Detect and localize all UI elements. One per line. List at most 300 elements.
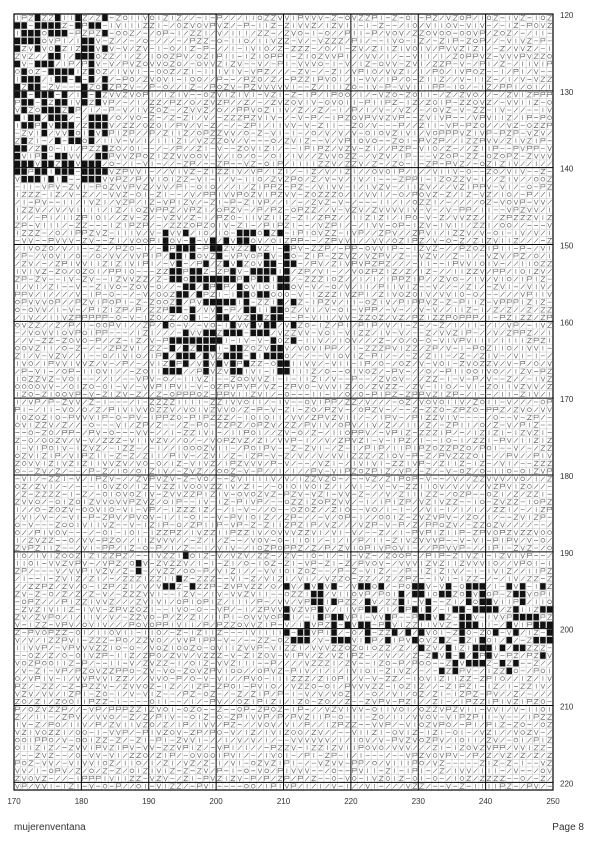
- circle-stitch-symbol: [123, 31, 127, 35]
- circle-stitch-symbol: [272, 684, 276, 688]
- dark-stitch-cell: [136, 560, 142, 566]
- circle-stitch-symbol: [292, 101, 296, 105]
- circle-stitch-symbol: [251, 254, 255, 258]
- dark-stitch-cell: [203, 260, 209, 266]
- dark-stitch-cell: [75, 22, 81, 28]
- dark-stitch-cell: [217, 299, 223, 305]
- circle-stitch-symbol: [433, 101, 437, 105]
- circle-stitch-symbol: [76, 654, 80, 658]
- circle-stitch-symbol: [393, 223, 397, 227]
- dark-stitch-cell: [197, 291, 203, 297]
- circle-stitch-symbol: [251, 431, 255, 435]
- dark-stitch-cell: [35, 15, 41, 21]
- circle-stitch-symbol: [332, 777, 336, 781]
- dark-stitch-cell: [291, 322, 297, 328]
- circle-stitch-symbol: [110, 500, 114, 504]
- dark-stitch-cell: [55, 45, 61, 51]
- circle-stitch-symbol: [16, 531, 20, 535]
- circle-stitch-symbol: [197, 392, 201, 396]
- dark-stitch-cell: [459, 629, 465, 635]
- circle-stitch-symbol: [231, 408, 235, 412]
- circle-stitch-symbol: [150, 615, 154, 619]
- circle-stitch-symbol: [69, 385, 73, 389]
- circle-stitch-symbol: [22, 416, 26, 420]
- circle-stitch-symbol: [447, 385, 451, 389]
- dark-stitch-cell: [42, 99, 48, 105]
- dark-stitch-cell: [190, 276, 196, 282]
- circle-stitch-symbol: [231, 216, 235, 220]
- circle-stitch-symbol: [110, 431, 114, 435]
- circle-stitch-symbol: [197, 185, 201, 189]
- dark-stitch-cell: [183, 353, 189, 359]
- circle-stitch-symbol: [76, 254, 80, 258]
- circle-stitch-symbol: [312, 54, 316, 58]
- circle-stitch-symbol: [170, 731, 174, 735]
- circle-stitch-symbol: [534, 262, 538, 266]
- circle-stitch-symbol: [197, 485, 201, 489]
- dark-stitch-cell: [21, 30, 27, 36]
- dark-stitch-cell: [466, 660, 472, 666]
- circle-stitch-symbol: [487, 154, 491, 158]
- dark-stitch-cell: [392, 629, 398, 635]
- circle-stitch-symbol: [494, 531, 498, 535]
- dark-stitch-cell: [284, 360, 290, 366]
- dark-stitch-cell: [210, 330, 216, 336]
- dark-stitch-cell: [21, 138, 27, 144]
- dark-stitch-cell: [42, 153, 48, 159]
- circle-stitch-symbol: [534, 254, 538, 258]
- circle-stitch-symbol: [494, 231, 498, 235]
- circle-stitch-symbol: [90, 669, 94, 673]
- circle-stitch-symbol: [420, 738, 424, 742]
- dark-stitch-cell: [95, 176, 101, 182]
- circle-stitch-symbol: [56, 723, 60, 727]
- circle-stitch-symbol: [96, 54, 100, 58]
- dark-stitch-cell: [15, 114, 21, 120]
- circle-stitch-symbol: [123, 469, 127, 473]
- circle-stitch-symbol: [150, 700, 154, 704]
- circle-stitch-symbol: [130, 246, 134, 250]
- circle-stitch-symbol: [103, 492, 107, 496]
- dark-stitch-cell: [446, 652, 452, 658]
- row-number-labels: [560, 11, 574, 849]
- dark-stitch-cell: [183, 330, 189, 336]
- dark-stitch-cell: [203, 276, 209, 282]
- circle-stitch-symbol: [110, 715, 114, 719]
- circle-stitch-symbol: [272, 154, 276, 158]
- dark-stitch-cell: [271, 260, 277, 266]
- dark-stitch-cell: [21, 168, 27, 174]
- circle-stitch-symbol: [238, 492, 242, 496]
- circle-stitch-symbol: [400, 139, 404, 143]
- circle-stitch-symbol: [467, 170, 471, 174]
- circle-stitch-symbol: [29, 308, 33, 312]
- circle-stitch-symbol: [494, 385, 498, 389]
- circle-stitch-symbol: [224, 469, 228, 473]
- circle-stitch-symbol: [238, 377, 242, 381]
- dark-stitch-cell: [506, 637, 512, 643]
- dark-stitch-cell: [170, 345, 176, 351]
- circle-stitch-symbol: [184, 316, 188, 320]
- circle-stitch-symbol: [433, 485, 437, 489]
- dark-stitch-cell: [15, 145, 21, 151]
- circle-stitch-symbol: [292, 208, 296, 212]
- circle-stitch-symbol: [528, 85, 532, 89]
- dark-stitch-cell: [237, 237, 243, 243]
- circle-stitch-symbol: [453, 731, 457, 735]
- circle-stitch-symbol: [487, 16, 491, 20]
- dark-stitch-cell: [55, 30, 61, 36]
- circle-stitch-symbol: [541, 177, 545, 181]
- circle-stitch-symbol: [413, 24, 417, 28]
- circle-stitch-symbol: [211, 385, 215, 389]
- circle-stitch-symbol: [272, 362, 276, 366]
- dark-stitch-cell: [513, 645, 519, 651]
- circle-stitch-symbol: [501, 154, 505, 158]
- circle-stitch-symbol: [157, 70, 161, 74]
- dark-stitch-cell: [55, 76, 61, 82]
- circle-stitch-symbol: [157, 654, 161, 658]
- circle-stitch-symbol: [319, 500, 323, 504]
- dark-stitch-cell: [210, 299, 216, 305]
- circle-stitch-symbol: [278, 293, 282, 297]
- circle-stitch-symbol: [460, 469, 464, 473]
- dark-stitch-cell: [257, 276, 263, 282]
- circle-stitch-symbol: [480, 124, 484, 128]
- dark-stitch-cell: [197, 345, 203, 351]
- circle-stitch-symbol: [16, 738, 20, 742]
- dark-stitch-cell: [136, 568, 142, 574]
- dark-stitch-cell: [547, 637, 553, 643]
- circle-stitch-symbol: [521, 723, 525, 727]
- dark-stitch-cell: [318, 614, 324, 620]
- circle-stitch-symbol: [49, 147, 53, 151]
- circle-stitch-symbol: [346, 577, 350, 581]
- dark-stitch-cell: [82, 161, 88, 167]
- circle-stitch-symbol: [36, 500, 40, 504]
- dark-stitch-cell: [473, 645, 479, 651]
- circle-stitch-symbol: [137, 239, 141, 243]
- circle-stitch-symbol: [157, 54, 161, 58]
- circle-stitch-symbol: [144, 515, 148, 519]
- circle-stitch-symbol: [144, 546, 148, 550]
- column-label: 180: [74, 797, 89, 806]
- circle-stitch-symbol: [29, 431, 33, 435]
- circle-stitch-symbol: [16, 677, 20, 681]
- circle-stitch-symbol: [346, 392, 350, 396]
- dark-stitch-cell: [244, 276, 250, 282]
- dark-stitch-cell: [419, 591, 425, 597]
- dark-stitch-cell: [466, 622, 472, 628]
- circle-stitch-symbol: [137, 623, 141, 627]
- dark-stitch-cell: [358, 583, 364, 589]
- circle-stitch-symbol: [42, 31, 46, 35]
- circle-stitch-symbol: [96, 70, 100, 74]
- circle-stitch-symbol: [366, 369, 370, 373]
- dark-stitch-cell: [89, 45, 95, 51]
- dark-stitch-cell: [35, 84, 41, 90]
- dark-stitch-cell: [42, 61, 48, 67]
- dark-stitch-cell: [190, 268, 196, 274]
- dark-stitch-cell: [284, 606, 290, 612]
- circle-stitch-symbol: [393, 554, 397, 558]
- circle-stitch-symbol: [440, 408, 444, 412]
- circle-stitch-symbol: [373, 139, 377, 143]
- circle-stitch-symbol: [433, 131, 437, 135]
- circle-stitch-symbol: [534, 362, 538, 366]
- dark-stitch-cell: [257, 291, 263, 297]
- circle-stitch-symbol: [63, 331, 67, 335]
- circle-stitch-symbol: [272, 293, 276, 297]
- circle-stitch-symbol: [393, 31, 397, 35]
- circle-stitch-symbol: [63, 369, 67, 373]
- circle-stitch-symbol: [265, 285, 269, 289]
- dark-stitch-cell: [426, 614, 432, 620]
- circle-stitch-symbol: [29, 385, 33, 389]
- circle-stitch-symbol: [110, 300, 114, 304]
- dark-stitch-cell: [419, 583, 425, 589]
- dark-stitch-cell: [89, 76, 95, 82]
- circle-stitch-symbol: [16, 485, 20, 489]
- dark-stitch-cell: [331, 599, 337, 605]
- circle-stitch-symbol: [204, 477, 208, 481]
- circle-stitch-symbol: [238, 707, 242, 711]
- circle-stitch-symbol: [433, 592, 437, 596]
- circle-stitch-symbol: [420, 761, 424, 765]
- dark-stitch-cell: [230, 299, 236, 305]
- dark-stitch-cell: [176, 368, 182, 374]
- circle-stitch-symbol: [22, 385, 26, 389]
- circle-stitch-symbol: [305, 323, 309, 327]
- circle-stitch-symbol: [541, 538, 545, 542]
- circle-stitch-symbol: [332, 677, 336, 681]
- dark-stitch-cell: [237, 291, 243, 297]
- dark-stitch-cell: [466, 599, 472, 605]
- circle-stitch-symbol: [440, 31, 444, 35]
- circle-stitch-symbol: [69, 339, 73, 343]
- circle-stitch-symbol: [83, 408, 87, 412]
- dark-stitch-cell: [203, 345, 209, 351]
- dark-stitch-cell: [102, 145, 108, 151]
- circle-stitch-symbol: [541, 669, 545, 673]
- dark-stitch-cell: [284, 583, 290, 589]
- circle-stitch-symbol: [103, 185, 107, 189]
- circle-stitch-symbol: [440, 70, 444, 74]
- circle-stitch-symbol: [474, 362, 478, 366]
- circle-stitch-symbol: [265, 723, 269, 727]
- dark-stitch-cell: [230, 345, 236, 351]
- circle-stitch-symbol: [56, 416, 60, 420]
- pattern-name: mujerenventana: [14, 822, 86, 833]
- circle-stitch-symbol: [541, 769, 545, 773]
- circle-stitch-symbol: [467, 369, 471, 373]
- circle-stitch-symbol: [474, 454, 478, 458]
- circle-stitch-symbol: [272, 707, 276, 711]
- dark-stitch-cell: [271, 337, 277, 343]
- circle-stitch-symbol: [541, 700, 545, 704]
- dark-stitch-cell: [277, 345, 283, 351]
- dark-stitch-cell: [55, 68, 61, 74]
- circle-stitch-symbol: [177, 523, 181, 527]
- circle-stitch-symbol: [332, 769, 336, 773]
- dark-stitch-cell: [89, 176, 95, 182]
- circle-stitch-symbol: [292, 508, 296, 512]
- circle-stitch-symbol: [251, 154, 255, 158]
- dark-stitch-cell: [466, 583, 472, 589]
- circle-stitch-symbol: [480, 346, 484, 350]
- dark-stitch-cell: [82, 91, 88, 97]
- circle-stitch-symbol: [298, 31, 302, 35]
- circle-stitch-symbol: [197, 608, 201, 612]
- dark-stitch-cell: [89, 161, 95, 167]
- page-number: Page 8: [552, 822, 584, 833]
- circle-stitch-symbol: [474, 101, 478, 105]
- circle-stitch-symbol: [433, 777, 437, 781]
- dark-stitch-cell: [230, 322, 236, 328]
- circle-stitch-symbol: [272, 508, 276, 512]
- dark-stitch-cell: [446, 583, 452, 589]
- dark-stitch-cell: [170, 276, 176, 282]
- dark-stitch-cell: [338, 637, 344, 643]
- circle-stitch-symbol: [56, 392, 60, 396]
- circle-stitch-symbol: [191, 554, 195, 558]
- dark-stitch-cell: [15, 168, 21, 174]
- circle-stitch-symbol: [521, 731, 525, 735]
- circle-stitch-symbol: [346, 93, 350, 97]
- circle-stitch-symbol: [83, 731, 87, 735]
- dark-stitch-cell: [28, 122, 34, 128]
- dark-stitch-cell: [95, 122, 101, 128]
- dark-stitch-cell: [210, 276, 216, 282]
- circle-stitch-symbol: [197, 24, 201, 28]
- circle-stitch-symbol: [117, 147, 121, 151]
- circle-stitch-symbol: [110, 293, 114, 297]
- dark-stitch-cell: [459, 622, 465, 628]
- dark-stitch-cell: [318, 599, 324, 605]
- dark-stitch-cell: [170, 368, 176, 374]
- circle-stitch-symbol: [197, 154, 201, 158]
- dark-stitch-cell: [399, 606, 405, 612]
- circle-stitch-symbol: [312, 554, 316, 558]
- dark-stitch-cell: [163, 237, 169, 243]
- circle-stitch-symbol: [96, 85, 100, 89]
- dark-stitch-cell: [419, 629, 425, 635]
- dark-stitch-cell: [459, 637, 465, 643]
- circle-stitch-symbol: [548, 546, 552, 550]
- circle-stitch-symbol: [332, 77, 336, 81]
- circle-stitch-symbol: [420, 193, 424, 197]
- dark-stitch-cell: [446, 645, 452, 651]
- circle-stitch-symbol: [90, 508, 94, 512]
- circle-stitch-symbol: [231, 669, 235, 673]
- circle-stitch-symbol: [224, 139, 228, 143]
- circle-stitch-symbol: [42, 631, 46, 635]
- circle-stitch-symbol: [49, 431, 53, 435]
- circle-stitch-symbol: [359, 385, 363, 389]
- circle-stitch-symbol: [453, 316, 457, 320]
- dark-stitch-cell: [203, 368, 209, 374]
- circle-stitch-symbol: [339, 193, 343, 197]
- circle-stitch-symbol: [272, 585, 276, 589]
- dark-stitch-cell: [547, 622, 553, 628]
- dark-stitch-cell: [190, 245, 196, 251]
- circle-stitch-symbol: [379, 131, 383, 135]
- dark-stitch-cell: [250, 307, 256, 313]
- circle-stitch-symbol: [251, 784, 255, 788]
- dark-stitch-cell: [176, 353, 182, 359]
- circle-stitch-symbol: [413, 47, 417, 51]
- circle-stitch-symbol: [157, 638, 161, 642]
- circle-stitch-symbol: [197, 131, 201, 135]
- circle-stitch-symbol: [137, 285, 141, 289]
- circle-stitch-symbol: [245, 615, 249, 619]
- dark-stitch-cell: [291, 299, 297, 305]
- dark-stitch-cell: [331, 629, 337, 635]
- dark-stitch-cell: [55, 53, 61, 59]
- circle-stitch-symbol: [285, 354, 289, 358]
- dark-stitch-cell: [102, 15, 108, 21]
- dark-stitch-cell: [486, 606, 492, 612]
- dark-stitch-cell: [176, 276, 182, 282]
- circle-stitch-symbol: [251, 262, 255, 266]
- circle-stitch-symbol: [157, 462, 161, 466]
- dark-stitch-cell: [439, 637, 445, 643]
- circle-stitch-symbol: [433, 446, 437, 450]
- circle-stitch-symbol: [130, 561, 134, 565]
- dark-stitch-cell: [439, 591, 445, 597]
- dark-stitch-cell: [217, 337, 223, 343]
- circle-stitch-symbol: [63, 392, 67, 396]
- circle-stitch-symbol: [36, 108, 40, 112]
- circle-stitch-symbol: [467, 631, 471, 635]
- dark-stitch-cell: [183, 337, 189, 343]
- circle-stitch-symbol: [103, 761, 107, 765]
- dark-stitch-cell: [176, 245, 182, 251]
- dark-stitch-cell: [15, 161, 21, 167]
- circle-stitch-symbol: [373, 761, 377, 765]
- circle-stitch-symbol: [521, 777, 525, 781]
- dark-stitch-cell: [277, 284, 283, 290]
- circle-stitch-symbol: [103, 354, 107, 358]
- dark-stitch-cell: [331, 583, 337, 589]
- dark-stitch-cell: [244, 291, 250, 297]
- dark-stitch-cell: [69, 68, 75, 74]
- dark-stitch-cell: [183, 552, 189, 558]
- circle-stitch-symbol: [366, 300, 370, 304]
- circle-stitch-symbol: [514, 738, 518, 742]
- circle-stitch-symbol: [319, 62, 323, 66]
- dark-stitch-cell: [42, 122, 48, 128]
- circle-stitch-symbol: [49, 769, 53, 773]
- dark-stitch-cell: [237, 284, 243, 290]
- circle-stitch-symbol: [137, 354, 141, 358]
- circle-stitch-symbol: [393, 454, 397, 458]
- circle-stitch-symbol: [69, 408, 73, 412]
- dark-stitch-cell: [412, 637, 418, 643]
- circle-stitch-symbol: [366, 746, 370, 750]
- circle-stitch-symbol: [49, 254, 53, 258]
- dark-stitch-cell: [399, 591, 405, 597]
- dark-stitch-cell: [217, 307, 223, 313]
- circle-stitch-symbol: [191, 154, 195, 158]
- dark-stitch-cell: [62, 176, 68, 182]
- dark-stitch-cell: [533, 622, 539, 628]
- circle-stitch-symbol: [22, 761, 26, 765]
- circle-stitch-symbol: [339, 101, 343, 105]
- circle-stitch-symbol: [157, 108, 161, 112]
- circle-stitch-symbol: [305, 346, 309, 350]
- dark-stitch-cell: [35, 22, 41, 28]
